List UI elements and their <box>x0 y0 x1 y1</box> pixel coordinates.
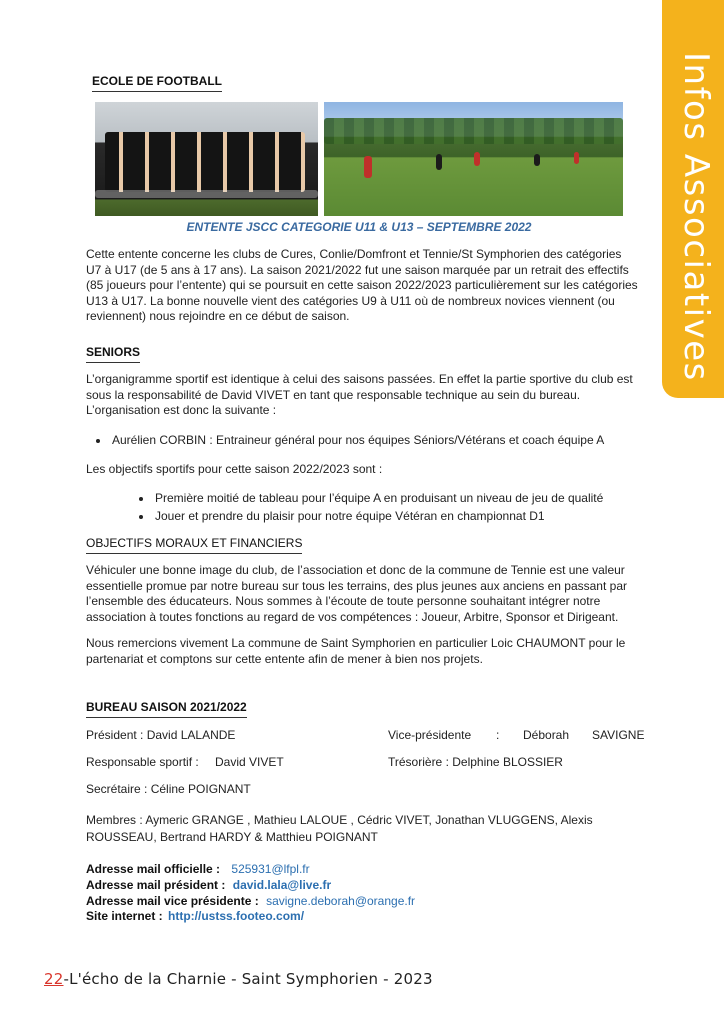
contact-vice-label: Adresse mail vice présidente : <box>86 894 259 908</box>
vice-email-link[interactable]: savigne.deborah@orange.fr <box>266 894 416 908</box>
contact-site-label: Site internet : <box>86 909 163 923</box>
contact-president-label: Adresse mail président : <box>86 878 226 892</box>
vice-colon: : <box>496 728 500 742</box>
objectives-intro: Les objectifs sportifs pour cette saison 2022/2023 sont : <box>86 462 383 476</box>
objectifs-heading: OBJECTIFS MORAUX ET FINANCIERS <box>86 536 302 554</box>
objectifs-paragraph-1: Véhiculer une bonne image du club, de l’association et donc de la commune de Tennie est une valeur essentielle promue par notre bureau sur tous les terrains, des plus jeunes aux anciens en passant par l’ensemble des éducateurs. Nous sommes à l’écoute de toute personne souhaitant intégrer notre association à toutes fonctions au regard de vos compétences : Joueur, Arbitre, Sponsor et Dirigeant. <box>86 563 627 624</box>
contact-official-label: Adresse mail officielle : <box>86 862 221 876</box>
list-item: • Jouer et prendre du plaisir pour notre équipe Vétéran en championnat D1 <box>153 507 603 525</box>
seniors-list-2 <box>135 489 603 525</box>
secretaire: Secrétaire : Céline POIGNANT <box>86 782 251 796</box>
tresoriere: Trésorière : Delphine BLOSSIER <box>388 755 563 769</box>
contact-vice <box>86 894 415 908</box>
side-tab-label-wrap <box>672 52 716 382</box>
side-tab <box>662 0 724 398</box>
president: Président : David LALANDE <box>86 728 236 742</box>
ecole-heading: ECOLE DE FOOTBALL <box>92 74 222 92</box>
photo-caption: ENTENTE JSCC CATEGORIE U11 & U13 – SEPTEMBRE 2022 <box>186 220 532 234</box>
objectifs-paragraph-2: Nous remercions vivement La commune de Saint Symphorien en particulier Loic CHAUMONT pour le partenariat et comptons sur cette entente afin de mener à bien nos projets. <box>86 636 626 666</box>
president-email-link[interactable]: david.lala@live.fr <box>232 878 332 892</box>
seniors-list-1 <box>92 431 604 449</box>
list-item: • Première moitié de tableau pour l’équipe A en produisant un niveau de jeu de qualité <box>153 489 603 507</box>
bureau-heading: BUREAU SAISON 2021/2022 <box>86 700 247 718</box>
contact-site <box>86 909 304 923</box>
sport-name: David VIVET <box>215 755 284 769</box>
team-photo <box>95 102 318 216</box>
footer <box>44 970 433 988</box>
contact-official <box>86 862 310 876</box>
vice-first-name: Déborah <box>523 728 570 742</box>
ecole-paragraph: Cette entente concerne les clubs de Cures, Conlie/Domfront et Tennie/St Symphorien des catégories U7 à U17 (de 5 ans à 17 ans). La saison 2021/2022 fut une saison marquée par un retrait des effectifs (85 joueurs pour l’entente) qui se poursuit en cette saison 2022/2023 particulièrement sur les catégories U13 à U17. La bonne nouvelle vient des catégories U9 à U11 où de nombreux novices viennent (ou reviennent) nous rejoindre en ce début de saison. <box>86 247 638 324</box>
side-tab-label: Infos Associatives <box>676 52 716 382</box>
vice-last-name: SAVIGNE <box>592 728 645 742</box>
seniors-heading: SENIORS <box>86 345 140 363</box>
contact-president <box>86 878 331 892</box>
website-link[interactable]: http://ustss.footeo.com/ <box>168 909 305 923</box>
list-item: • Aurélien CORBIN : Entraineur général pour nos équipes Séniors/Vétérans et coach équipe A <box>110 431 604 449</box>
vice-label: Vice-présidente <box>388 728 472 742</box>
match-photo <box>324 102 623 216</box>
seniors-paragraph: L’organigramme sportif est identique à celui des saisons passées. En effet la partie sportive du club est sous la responsabilité de David VIVET en tant que responsable technique au sein du bureau. L’organisation est donc la suivante : <box>86 372 633 418</box>
sport-label: Responsable sportif : <box>86 755 199 769</box>
page-number: 22 <box>44 970 64 988</box>
membres-line-2: ROUSSEAU, Bertrand HARDY & Matthieu POIGNANT <box>86 830 378 844</box>
official-email-link[interactable]: 525931@lfpl.fr <box>231 862 310 876</box>
membres-line-1: Membres : Aymeric GRANGE , Mathieu LALOUE , Cédric VIVET, Jonathan VLUGGENS, Alexis <box>86 813 593 827</box>
footer-text: -L'écho de la Charnie - Saint Symphorien - 2023 <box>63 970 433 988</box>
